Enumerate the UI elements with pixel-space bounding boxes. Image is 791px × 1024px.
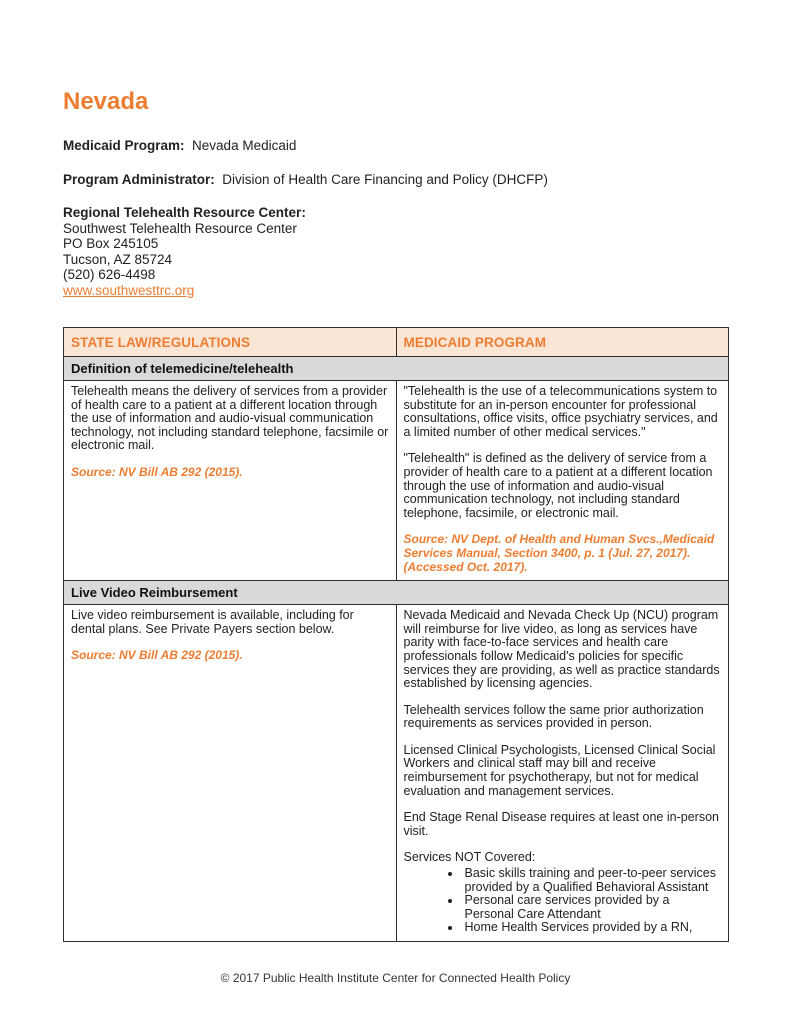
live-video-medicaid-paragraph-2: Telehealth services follow the same prior authorization requirements as services provided in person. [403,702,704,731]
program-administrator-value: Division of Health Care Financing and Policy (DHCFP) [222,171,548,187]
resource-center-phone: (520) 626-4498 [63,267,156,282]
definition-state-law-source: Source: NV Bill AB 292 (2015). [71,464,243,479]
live-video-medicaid-paragraph-3: Licensed Clinical Psychologists, Licensed Clinical Social Workers and clinical staff may bill and receive reimbursement for psychotherapy, but not for medical evaluation and management services. [403,742,716,798]
resource-center-po-box: PO Box 245105 [63,236,159,251]
list-item: • Basic skills training and peer-to-peer services provided by a Qualified Behavioral Assistant [462,867,722,894]
table-row [64,381,729,581]
resource-center-block [63,205,729,298]
resource-center-city: Tucson, AZ 85724 [63,251,173,267]
page-footer: © 2017 Public Health Institute Center for Connected Health Policy [220,971,571,985]
definition-medicaid-paragraph-1: "Telehealth is the use of a telecommunications system to substitute for an in-person encounter for professional consultations, office visits, office psychiatry services, and a limited number of other medical services." [403,384,718,439]
page-title: Nevada [63,88,149,115]
live-video-state-law-cell [64,605,397,942]
resource-center-website-link[interactable]: www.southwesttrc.org [63,282,195,298]
section-header-definition: Definition of telemedicine/telehealth [64,357,729,381]
column-header-state-law: STATE LAW/REGULATIONS [64,328,397,357]
live-video-medicaid-paragraph-4: End Stage Renal Disease requires at least one in-person visit. [403,810,719,838]
definition-state-law-paragraph: Telehealth means the delivery of services from a provider of health care to a patient at a different location through the use of information and audio-visual communication technology, not including standard telephone, facsimile or electronic mail. [71,384,389,453]
table-row [64,605,729,942]
live-video-state-law-paragraph: Live video reimbursement is available, including for dental plans. See Private Payers section below. [71,608,354,636]
medicaid-program-line [63,138,729,154]
column-header-medicaid-program: MEDICAID PROGRAM [396,328,729,357]
definition-medicaid-cell [396,381,729,581]
services-not-covered-list [404,867,722,935]
list-item: • Personal care services provided by a Personal Care Attendant [462,894,722,921]
policy-table [63,327,729,942]
program-administrator-line [63,172,729,188]
resource-center-name: Southwest Telehealth Resource Center [63,220,297,236]
section-row-definition [64,357,729,381]
medicaid-program-label: Medicaid Program: [63,138,185,153]
program-administrator-label: Program Administrator: [63,171,215,187]
definition-medicaid-source: Source: NV Dept. of Health and Human Svcs.,Medicaid Services Manual, Section 3400, p. 1 (Jul. 27, 2017). (Accessed Oct. 2017). [403,532,715,574]
medicaid-program-value: Nevada Medicaid [192,138,297,153]
section-row-live-video [64,581,729,605]
services-not-covered-heading: Services NOT Covered: [403,850,536,865]
definition-medicaid-paragraph-2: "Telehealth" is defined as the delivery of service from a provider of health care to a patient at a different location through the use of information and audio-visual communication technology, not including standard telephone, facsimile, or electronic mail. [403,451,713,520]
live-video-medicaid-paragraph-1: Nevada Medicaid and Nevada Check Up (NCU) program will reimburse for live video, as long as services have parity with face-to-face services and health care professionals follow Medicaid's policies for specific services they are providing, as well as practice standards established by licensing agencies. [403,608,720,691]
definition-state-law-cell [64,381,397,581]
resource-center-label: Regional Telehealth Resource Center: [63,205,306,220]
list-item: • Home Health Services provided by a RN, [462,921,722,935]
section-header-live-video: Live Video Reimbursement [64,581,729,605]
live-video-medicaid-cell [396,605,729,942]
live-video-state-law-source: Source: NV Bill AB 292 (2015). [71,648,243,663]
table-header-row [64,328,729,357]
